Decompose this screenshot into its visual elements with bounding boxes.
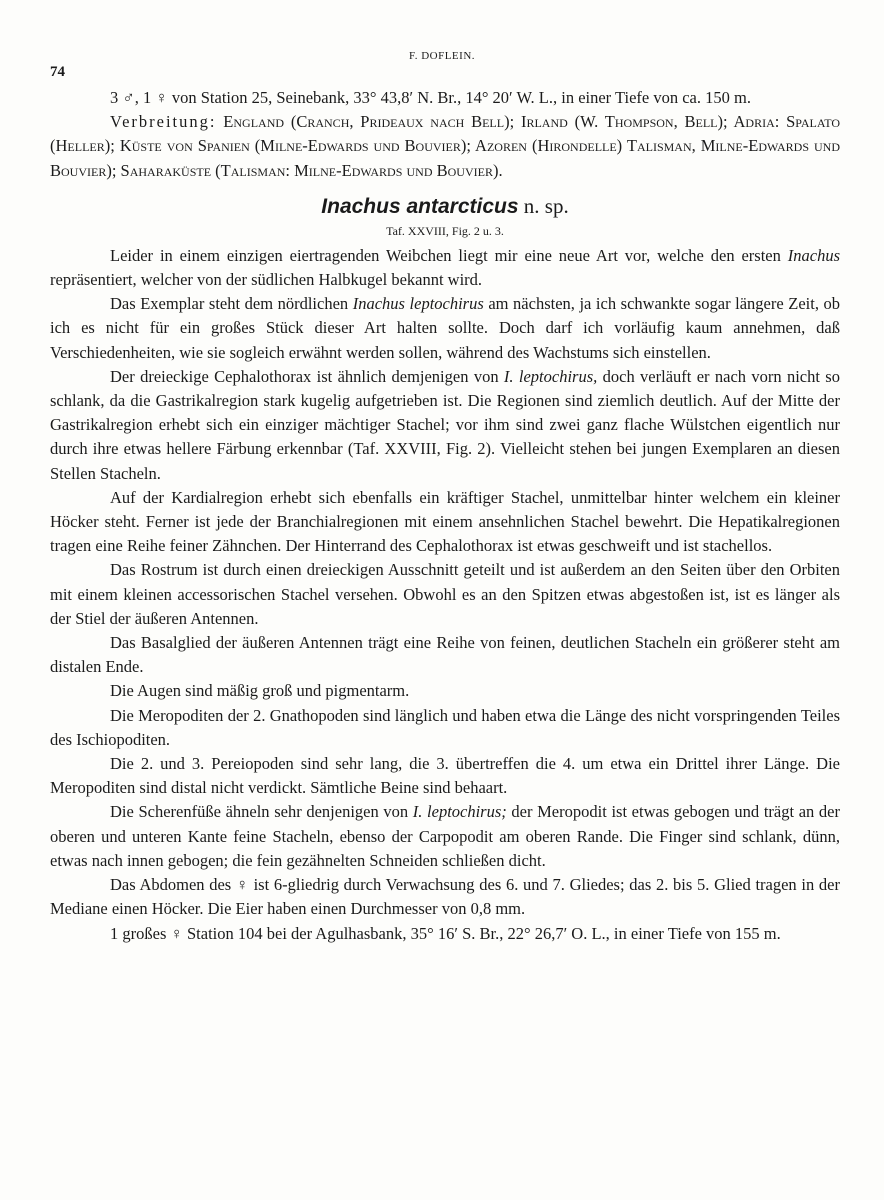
body-paragraph (50, 752, 840, 800)
species-name: Inachus antarcticus (321, 194, 519, 218)
distribution-label: Verbreitung: (110, 112, 217, 132)
body-paragraph (50, 558, 840, 631)
species-suffix: n. sp. (518, 193, 569, 218)
paragraph-text: Die Scherenfüße ähneln sehr denjenigen von (110, 802, 413, 822)
paragraph-text: doch verläuft er nach vorn nicht so schlank, da die Gastrikalregion stark kugelig aufgetrieben ist. Die Regionen sind ziemlich deutlich. Auf der Mitte der Gastrikalregion erhebt sich ein einziger mächtiger Stachel; vor ihm sind zwei ganz flache Wülstchen eigentlich nur durch ihre etwas hellere Färbung erkennbar (Taf. XXVIII, Fig. 2). Vielleicht stehen bei jungen Exemplaren an diesen Stellen Stacheln. (50, 366, 840, 483)
page-number: 74 (50, 64, 65, 80)
description-body (50, 244, 840, 946)
paragraph-text: Die 2. und 3. Pereiopoden sind sehr lang, die 3. übertreffen die 4. um etwa ein Drittel ihrer Länge. Die Meropoditen sind distal nicht verdickt. Sämtliche Beine sind behaart. (50, 754, 840, 798)
body-paragraph (50, 922, 840, 946)
paragraph-text: 1 großes ♀ Station 104 bei der Agulhasbank, 35° 16′ S. Br., 22° 26,7′ O. L., in einer Tiefe von 155 m. (110, 923, 781, 943)
taxon-name: I. leptochirus, (503, 366, 598, 386)
page-content (50, 86, 840, 946)
body-paragraph (50, 486, 840, 559)
taxon-name: Inachus leptochirus (352, 294, 484, 314)
plate-reference: Taf. XXVIII, Fig. 2 u. 3. (386, 223, 504, 238)
paragraph-text: Die Augen sind mäßig groß und pigmentarm. (110, 681, 410, 701)
body-paragraph (50, 704, 840, 752)
paragraph-text: der Meropodit ist etwas gebogen und trägt an der oberen und unteren Kante feine Stacheln, ebenso der Carpopodit am oberen Rande. Die Finger sind schlank, dünn, etwas nach innen gebogen; die fein gezähnelten Schneiden schließen dicht. (50, 802, 840, 870)
paragraph-text: Die Meropoditen der 2. Gnathopoden sind länglich und haben etwa die Länge des nicht vorspringenden Teiles des Ischiopoditen. (50, 705, 840, 749)
distribution-paragraph (50, 110, 840, 183)
body-paragraph (50, 365, 840, 486)
taxon-name: I. leptochirus; (412, 802, 507, 822)
paragraph-text: Das Basalglied der äußeren Antennen trägt eine Reihe von feinen, deutlichen Stacheln ein größerer steht am distalen Ende. (50, 633, 840, 677)
paragraph-text: Auf der Kardialregion erhebt sich ebenfalls ein kräftiger Stachel, unmittelbar hinter welchem ein kleiner Höcker steht. Ferner ist jede der Branchialregionen mit einem ansehnlichen Stachel bewehrt. Die Hepatikalregionen tragen eine Reihe feiner Zähnchen. Der Hinterrand des Cephalothorax ist etwas geschweift und ist stachellos. (50, 487, 840, 556)
running-head: F. DOFLEIN. (408, 50, 476, 62)
paragraph-text: Leider in einem einzigen eiertragenden Weibchen liegt mir eine neue Art vor, welche den ersten (110, 245, 788, 265)
paragraph-text: Das Rostrum ist durch einen dreieckigen Ausschnitt geteilt und ist außerdem an den Seiten über den Orbiten mit einem kleinen accessorischen Stachel versehen. Obwohl es an den Spitzen etwas abgestoßen ist, ist es länger als der Stiel der äußeren Antennen. (50, 560, 840, 628)
paragraph-text: repräsentiert, welcher von der südlichen Halbkugel bekannt wird. (50, 270, 483, 290)
paragraph-text: Das Abdomen des ♀ ist 6-gliedrig durch Verwachsung des 6. und 7. Gliedes; das 2. bis 5. Glied tragen in der Mediane einen Höcker. Die Eier haben einen Durchmesser von 0,8 mm. (50, 875, 840, 919)
paragraph-text: Der dreieckige Cephalothorax ist ähnlich demjenigen von (110, 366, 504, 386)
station-record: 3 ♂, 1 ♀ von Station 25, Seinebank, 33° 43,8′ N. Br., 14° 20′ W. L., in einer Tiefe von ca. 150 m. (110, 88, 751, 107)
body-paragraph (50, 679, 840, 703)
species-title (50, 193, 840, 220)
distribution-text: England (Cranch, Prideaux nach Bell); Irland (W. Thompson, Bell); Adria: Spalato (Heller); Küste von Spanien (Milne-Edwards und Bouvier); Azoren (Hirondelle) Talisman, Milne-Edwards und Bouvier); Saharaküste (Talisman: Milne-Edwards und Bouvier). (50, 112, 840, 180)
body-paragraph (50, 244, 840, 292)
paragraph-text: am nächsten, ja ich schwankte sogar längere Zeit, ob ich es nicht für ein großes Stück dieser Art halten sollte. Doch darf ich vorläufig kaum annehmen, daß Verschiedenheiten, wie sie sogleich erwähnt werden sollen, während des Wachstums sich einstellen. (50, 294, 841, 362)
body-paragraph (50, 631, 840, 679)
body-paragraph (50, 873, 840, 921)
body-paragraph (50, 800, 840, 873)
paragraph-text: Das Exemplar steht dem nördlichen (110, 294, 353, 314)
taxon-name: Inachus (787, 245, 840, 265)
body-paragraph (50, 292, 840, 365)
species-heading (50, 193, 840, 242)
